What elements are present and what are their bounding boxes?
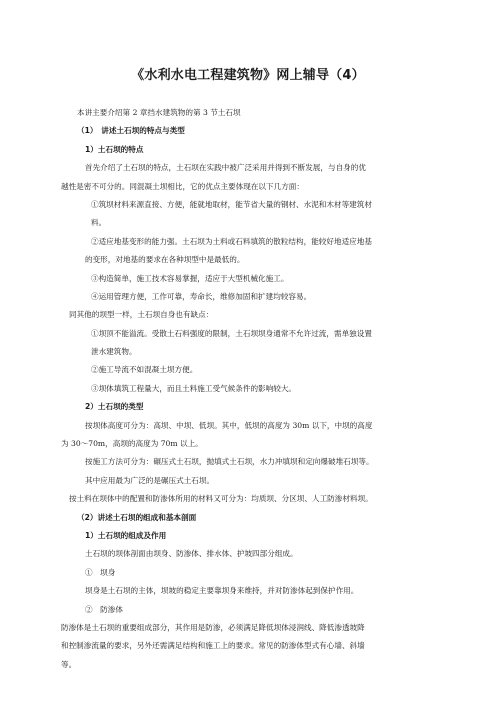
text-line: ①坝顶不能溢流。受散土石料强度的限制，土石坝坝身通常不允许过流，需单独设置 xyxy=(91,328,372,338)
text-line: 的变形，对地基的要求在各种坝型中是最低的。 xyxy=(85,255,245,265)
text-line: ① 坝身 xyxy=(85,567,116,577)
text-line: 1）土石坝的特点 xyxy=(85,144,144,154)
text-line: 和控制渗流量的要求，另外还需满足结构和施工上的要求。常见的防渗体型式有心墙、斜墙 xyxy=(61,641,365,651)
text-line: 越性是密不可分的。同混凝土坝相比，它的优点主要体现在以下几方面： xyxy=(61,181,304,191)
text-line: 按施工方法可分为：碾压式土石坝，抛填式土石坝，水力冲填坝和定向爆破堆石坝等。 xyxy=(85,457,374,467)
text-line: ①筑坝材料来源直接、方便，能就地取材，能节省大量的钢材、水泥和木材等建筑材 xyxy=(91,199,372,209)
text-line: 按坝体高度可分为：高坝、中坝、低坝。其中，低坝的高度为 30m 以下，中坝的高度 xyxy=(85,420,373,430)
text-line: 其中应用最为广泛的是碾压式土石坝。 xyxy=(85,475,215,485)
text-line: 同其他的坝型一样，土石坝自身也有缺点： xyxy=(69,310,214,320)
document-body xyxy=(61,108,437,678)
text-line: 防渗体是土石坝的重要组成部分，其作用是防渗，必须满足降低坝体浸润线、降低渗透坡降 xyxy=(61,622,365,632)
document-title: 《水利水电工程建筑物》网上辅导（4） xyxy=(131,68,365,83)
text-line: （1） 讲述土石坝的特点与类型 xyxy=(77,126,185,136)
text-line: 1）土石坝的组成及作用 xyxy=(85,530,167,540)
text-line: ②施工导流不如混凝土坝方便。 xyxy=(91,365,198,375)
text-line: ④运用管理方便，工作可靠，寿命长，维修加固和扩建均较容易。 xyxy=(91,291,312,301)
text-line: ② 防渗体 xyxy=(85,604,123,614)
text-line: 按土料在坝体中的配置和防渗体所用的材料又可分为：均质坝、分区坝、人工防渗材料坝。 xyxy=(69,494,373,504)
text-line: ③构造简单，施工技术容易掌握，适应于大型机械化施工。 xyxy=(91,273,289,283)
text-line: 坝身是土石坝的主体，坝坡的稳定主要靠坝身来维持，并对防渗体起到保护作用。 xyxy=(85,586,359,596)
text-line: 2）土石坝的类型 xyxy=(85,402,144,412)
text-line: 土石坝的坝体剖面由坝身、防渗体、排水体、护坡四部分组成。 xyxy=(85,549,298,559)
text-line: 首先介绍了土石坝的特点，土石坝在实践中被广泛采用并得到不断发展，与自身的优 xyxy=(85,163,366,173)
text-line: 料。 xyxy=(91,218,107,228)
text-line: 为 30～70m，高坝的高度为 70m 以上。 xyxy=(61,439,203,449)
text-line: 泄水建筑物。 xyxy=(91,347,137,357)
text-line: （2）讲述土石坝的组成和基本剖面 xyxy=(77,512,197,522)
text-line: ②适应地基变形的能力强。土石坝为土料或石料填筑的散粒结构，能较好地适应地基 xyxy=(91,236,372,246)
text-line: 等。 xyxy=(61,659,77,669)
text-line: ③坝体填筑工程量大，而且土料施工受气候条件的影响较大。 xyxy=(91,383,297,393)
text-line: 本讲主要介绍第 2 章挡水建筑物的第 3 节土石坝 xyxy=(77,108,241,117)
